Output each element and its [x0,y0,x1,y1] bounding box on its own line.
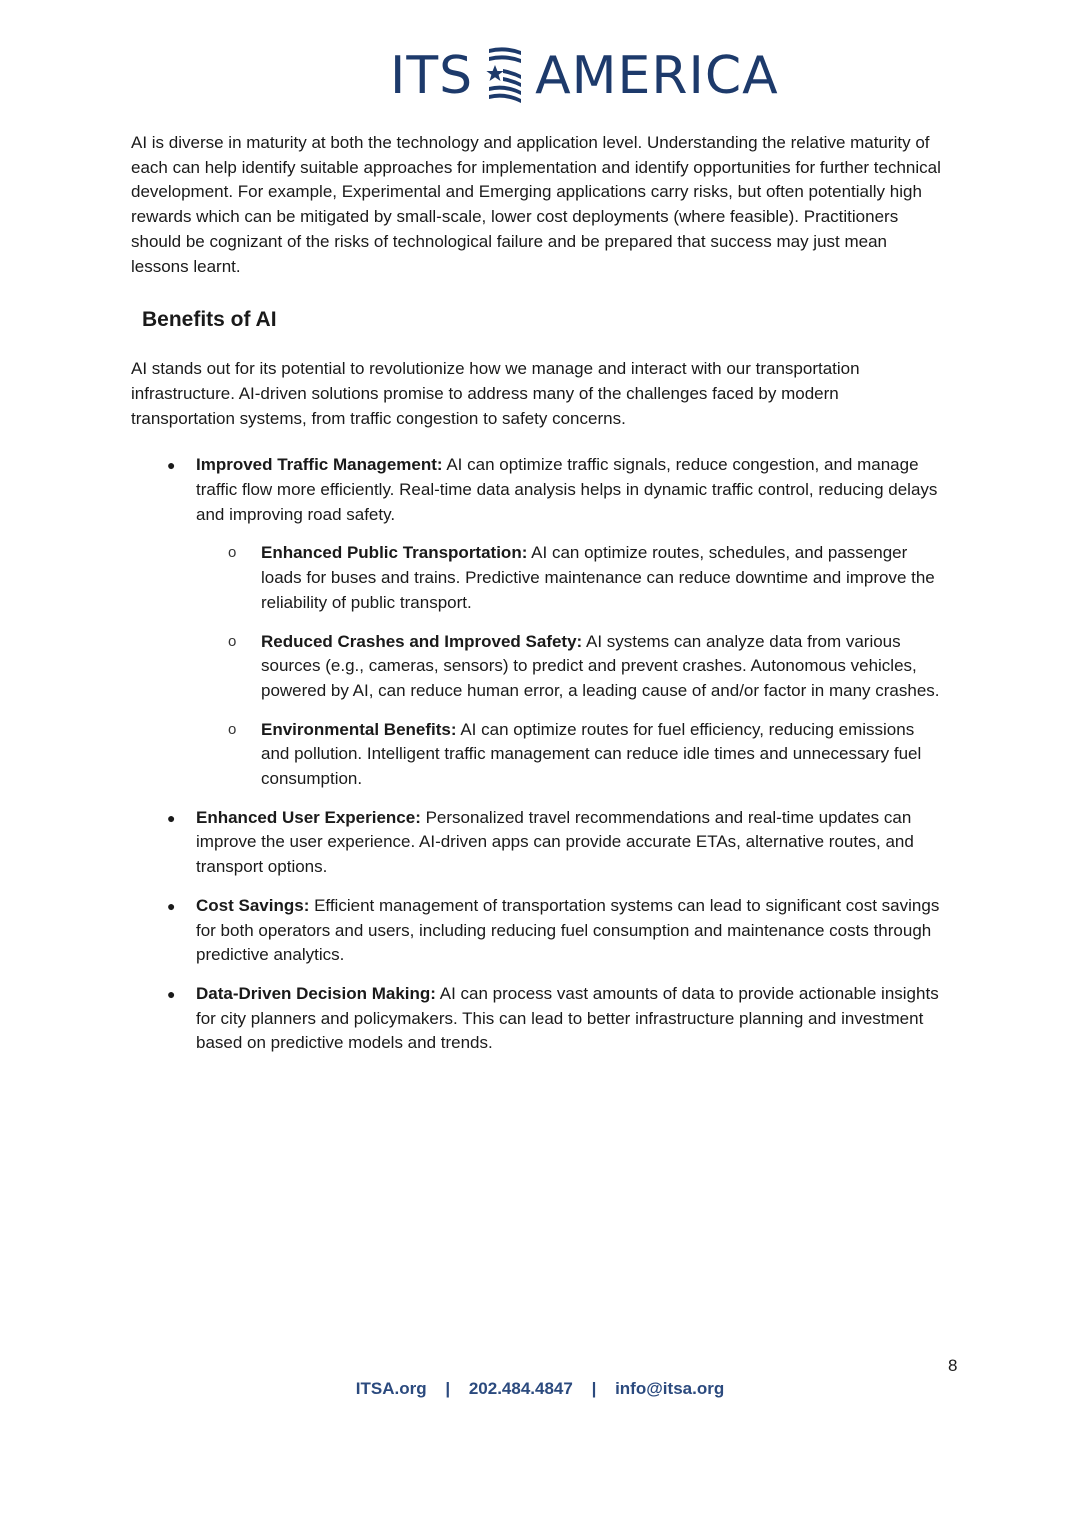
section-intro-paragraph: AI stands out for its potential to revolutionize how we manage and interact with our transportation infrastructure. AI-driven solutions promise to address many of the challenges faced by modern transportation systems, from traffic congestion to safety concerns. [131,359,860,428]
sub-list-item-title: Environmental Benefits: [261,719,457,739]
intro-paragraph: AI is diverse in maturity at both the technology and application level. Understanding the relative maturity of each can help identify suitable approaches for implementation and identify opportunities for further technical development. For example, Experimental and Emerging applications carry risks, but often potentially high rewards which can be mitigated by small-scale, lower cost deployments (where feasible). Practitioners should be cognizant of the risks of technological failure and be prepared that success may just mean lessons learnt. [131,133,941,276]
sub-list-item-title: Reduced Crashes and Improved Safety: [261,631,583,651]
list-item-title: Cost Savings: [196,895,310,915]
list-item [131,982,943,1056]
page-content [131,131,943,1070]
list-item [131,453,943,791]
sub-list-item-text: AI can optimize routes for fuel efficiency, reducing emissions and pollution. Intelligent traffic management can reduce idle times and unnecessary fuel consumption. [261,719,922,789]
circle-bullet-icon: o [228,632,237,650]
bullet-icon: ● [167,897,176,914]
list-item [131,806,943,880]
list-item-title: Enhanced User Experience: [196,807,421,827]
sub-list-item-text: AI systems can analyze data from various sources (e.g., cameras, sensors) to predict and prevent crashes. Autonomous vehicles, powered by AI, can reduce human error, a leading cause of and/or factor in many crashes. [261,631,940,700]
sub-list-item-title: Enhanced Public Transportation: [261,543,528,563]
sub-list-item-text: AI can optimize routes, schedules, and passenger loads for buses and trains. Predictive maintenance can reduce downtime and improve the reliability of public transport. [261,543,935,612]
list-item-text: AI can optimize traffic signals, reduce congestion, and manage traffic flow more efficiently. Real-time data analysis helps in dynamic traffic control, reducing delays and improving road safety. [196,455,938,524]
footer-separator: | [445,1379,451,1398]
its-america-logo [390,40,779,112]
footer-separator: | [591,1379,597,1398]
circle-bullet-icon: o [228,544,237,562]
circle-bullet-icon: o [228,720,237,738]
sub-benefits-list [196,541,943,791]
sub-list-item [196,718,943,792]
footer-email-link[interactable]: info@itsa.org [615,1379,725,1398]
logo-text-america: AMERICA [535,46,779,106]
bullet-icon: ● [167,809,176,826]
sub-list-item [196,630,943,704]
section-heading: Benefits of AI [142,308,277,332]
benefits-list [131,453,943,1056]
list-item-title: Data-Driven Decision Making: [196,983,436,1003]
sub-list-item [196,541,943,615]
list-item-text: Efficient management of transportation systems can lead to significant cost savings for both operators and users, including reducing fuel consumption and maintenance costs through predictive analytics. [196,895,940,965]
page-number: 8 [948,1356,958,1375]
logo-text-its: ITS [390,46,474,106]
flag-star-icon [485,45,525,107]
list-item-title: Improved Traffic Management: [196,455,443,475]
footer-phone[interactable]: 202.484.4847 [468,1379,573,1398]
list-item-text: AI can process vast amounts of data to provide actionable insights for city planners and policymakers. This can lead to better infrastructure planning and investment based on predictive models and trends. [196,983,939,1053]
footer-website-link[interactable]: ITSA.org [355,1379,427,1398]
bullet-icon: ● [167,985,176,1002]
list-item [131,894,943,968]
list-item-text: Personalized travel recommendations and real-time updates can improve the user experience. AI-driven apps can provide accurate ETAs, alternative routes, and transport options. [196,807,914,877]
footer [0,1379,1080,1399]
bullet-icon: ● [167,457,176,474]
